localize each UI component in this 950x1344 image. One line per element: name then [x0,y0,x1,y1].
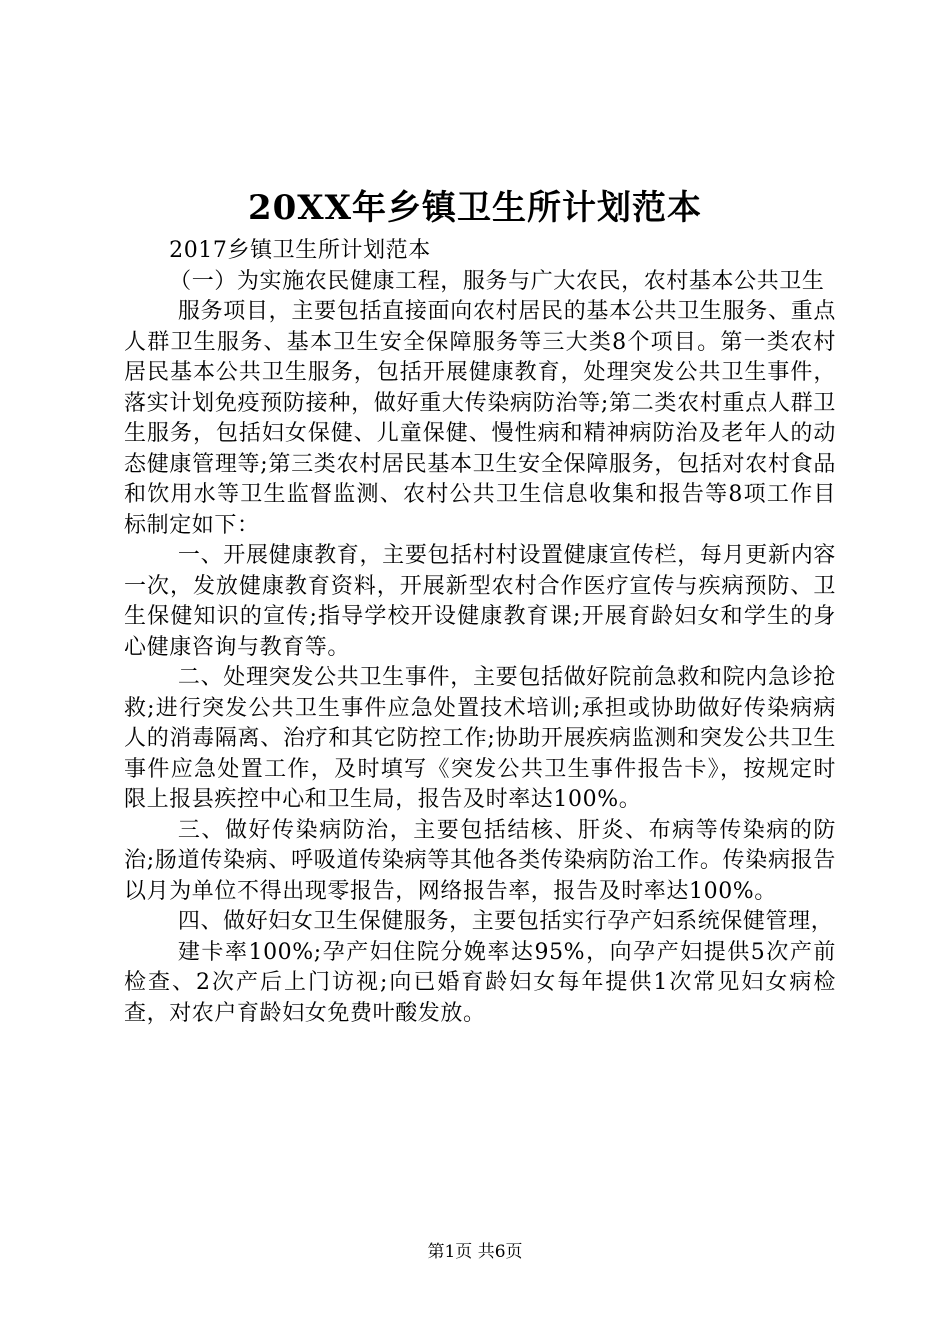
document-body [124,236,836,1029]
paragraph-women-health-details: 建卡率100%;孕产妇住院分娩率达95%，向孕产妇提供5次产前检查、2次产后上门访视;向已婚育龄妇女每年提供1次常见妇女病检查，对农户育龄妇女免费叶酸发放。 [124,939,836,1026]
paragraph-women-health: 四、做好妇女卫生保健服务，主要包括实行孕产妇系统保健管理， [177,909,834,934]
paragraph-subtitle: 2017乡镇卫生所计划范本 [169,238,431,263]
paragraph-service-items: 服务项目，主要包括直接面向农村居民的基本公共卫生服务、重点人群卫生服务、基本卫生安全保障服务等三大类8个项目。第一类农村居民基本公共卫生服务，包括开展健康教育，处理突发公共卫生事件，落实计划免疫预防接种，做好重大传染病防治等;第二类农村重点人群卫生服务，包括妇女保健、儿童保健、慢性病和精神病防治及老年人的动态健康管理等;第三类农村居民基本卫生安全保障服务，包括对农村食品和饮用水等卫生监督监测、农村公共卫生信息收集和报告等8项工作目标制定如下： [124,299,836,538]
page-number-footer: 第1页 共6页 [427,1242,523,1262]
paragraph-infectious-disease: 三、做好传染病防治，主要包括结核、肝炎、布病等传染病的防治;肠道传染病、呼吸道传染病等其他各类传染病防治工作。传染病报告以月为单位不得出现零报告，网络报告率，报告及时率达100%。 [124,817,836,904]
paragraph-health-education: 一、开展健康教育，主要包括村村设置健康宣传栏，每月更新内容一次，发放健康教育资料，开展新型农村合作医疗宣传与疾病预防、卫生保健知识的宣传;指导学校开设健康教育课;开展育龄妇女和学生的身心健康咨询与教育等。 [124,543,836,660]
paragraph-emergency-handling: 二、处理突发公共卫生事件，主要包括做好院前急救和院内急诊抢救;进行突发公共卫生事件应急处置技术培训;承担或协助做好传染病病人的消毒隔离、治疗和其它防控工作;协助开展疾病监测和突发公共卫生事件应急处置工作，及时填写《突发公共卫生事件报告卡》，按规定时限上报县疾控中心和卫生局，报告及时率达100%。 [124,665,836,812]
document-title: 20XX年乡镇卫生所计划范本 [247,188,703,228]
paragraph-intro: （一）为实施农民健康工程，服务与广大农民，农村基本公共卫生 [169,268,825,294]
